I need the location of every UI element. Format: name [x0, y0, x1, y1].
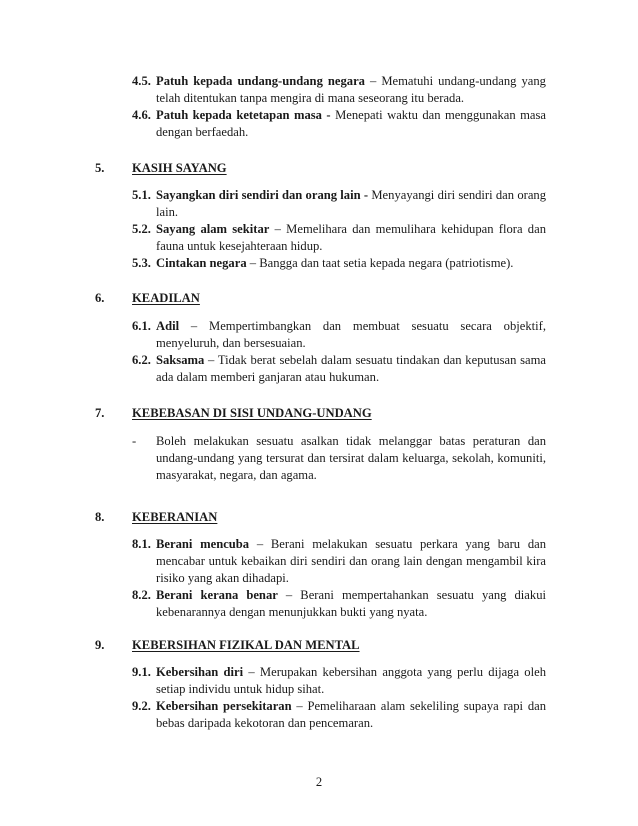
item-description: – Mempertimbangkan dan membuat sesuatu secara objektif, menyeluruh, dan bersesuaian. — [156, 319, 546, 350]
item-description: Menyayangi diri sendiri dan orang lain. — [156, 188, 547, 219]
item-text — [156, 698, 546, 732]
list-item — [132, 664, 546, 698]
bullet-dash: - — [132, 434, 137, 448]
section-4-continued — [132, 73, 546, 141]
page-number: 2 — [315, 775, 323, 789]
item-number: 9.2. — [132, 699, 151, 713]
section-5-items — [132, 187, 546, 272]
item-title: Saksama — [156, 353, 205, 367]
item-text — [156, 664, 546, 698]
list-item — [132, 107, 546, 141]
item-description: – Berani melakukan sesuatu perkara yang baru dan mencabar untuk kebaikan diri sendiri dan orang lain dengan mengambil kira risiko yang akan dihadapi. — [156, 537, 547, 585]
item-description: – Merupakan kebersihan anggota yang perlu dijaga oleh setiap individu untuk hidup sihat. — [156, 665, 546, 696]
section-number: 6. — [95, 291, 105, 305]
section-number: 5. — [95, 161, 105, 175]
section-title: KEBERANIAN — [132, 510, 218, 524]
item-number: 8.1. — [132, 537, 151, 551]
item-description: Boleh melakukan sesuatu asalkan tidak melanggar batas peraturan dan undang-undang yang tersurat dan tersirat dalam keluarga, sekolah, komuniti, masyarakat, negara, dan agama. — [156, 434, 546, 482]
item-title: Kebersihan diri — [156, 665, 244, 679]
item-text — [156, 73, 546, 107]
section-8-items — [132, 536, 546, 621]
item-number: 5.3. — [132, 256, 151, 270]
item-number: 5.2. — [132, 222, 151, 236]
item-title: Sayang alam sekitar — [156, 222, 270, 236]
item-number: 5.1. — [132, 188, 151, 202]
list-item — [132, 221, 546, 255]
item-title: Patuh kepada ketetapan masa - — [156, 108, 331, 122]
list-item — [132, 73, 546, 107]
section-title: KEBEBASAN DI SISI UNDANG-UNDANG — [132, 406, 372, 420]
section-number: 7. — [95, 406, 105, 420]
item-text — [156, 107, 546, 141]
item-description: – Bangga dan taat setia kepada negara (patriotisme). — [249, 256, 514, 270]
item-title: Patuh kepada undang-undang negara — [156, 74, 365, 88]
item-text — [156, 318, 546, 352]
list-item — [132, 433, 546, 484]
section-title: KEADILAN — [132, 291, 200, 305]
list-item — [132, 255, 546, 272]
item-number: 4.6. — [132, 108, 151, 122]
item-description: – Tidak berat sebelah dalam sesuatu tindakan dan keputusan sama ada dalam memberi ganjaran atau hukuman. — [156, 353, 546, 384]
list-item — [132, 698, 546, 732]
item-description: – Berani mempertahankan sesuatu yang diakui kebenarannya dengan menunjukkan bukti yang nyata. — [156, 588, 546, 619]
item-text — [156, 536, 546, 587]
item-description: – Pemeliharaan alam sekeliling supaya rapi dan bebas daripada kekotoran dan pencemaran. — [156, 699, 547, 730]
item-number: 6.2. — [132, 353, 151, 367]
list-item — [132, 536, 546, 587]
item-number: 6.1. — [132, 319, 151, 333]
section-7-items — [132, 433, 546, 484]
item-description: – Mematuhi undang-undang yang telah ditentukan tanpa mengira di mana seseorang itu berada. — [156, 74, 546, 105]
item-number: 9.1. — [132, 665, 151, 679]
item-title: Cintakan negara — [156, 256, 247, 270]
item-description: – Memelihara dan memulihara kehidupan flora dan fauna untuk kesejahteraan hidup. — [156, 222, 546, 253]
item-text — [156, 221, 546, 255]
list-item — [132, 318, 546, 352]
item-text — [156, 352, 546, 386]
list-item — [132, 587, 546, 621]
item-text — [156, 255, 546, 272]
list-item — [132, 187, 546, 221]
item-title: Berani mencuba — [156, 537, 250, 551]
section-number: 9. — [95, 638, 105, 652]
section-title: KEBERSIHAN FIZIKAL DAN MENTAL — [132, 638, 360, 652]
item-title: Kebersihan persekitaran — [156, 699, 292, 713]
section-6-items — [132, 318, 546, 386]
item-text — [156, 587, 546, 621]
item-title: Berani kerana benar — [156, 588, 278, 602]
item-title: Sayangkan diri sendiri dan orang lain - — [156, 188, 369, 202]
item-description: Menepati waktu dan menggunakan masa dengan berfaedah. — [156, 108, 546, 139]
item-number: 8.2. — [132, 588, 151, 602]
item-text — [156, 187, 546, 221]
section-number: 8. — [95, 510, 105, 524]
section-title: KASIH SAYANG — [132, 161, 227, 175]
list-item — [132, 352, 546, 386]
section-9-items — [132, 664, 546, 732]
item-number: 4.5. — [132, 74, 151, 88]
item-title: Adil — [156, 319, 180, 333]
